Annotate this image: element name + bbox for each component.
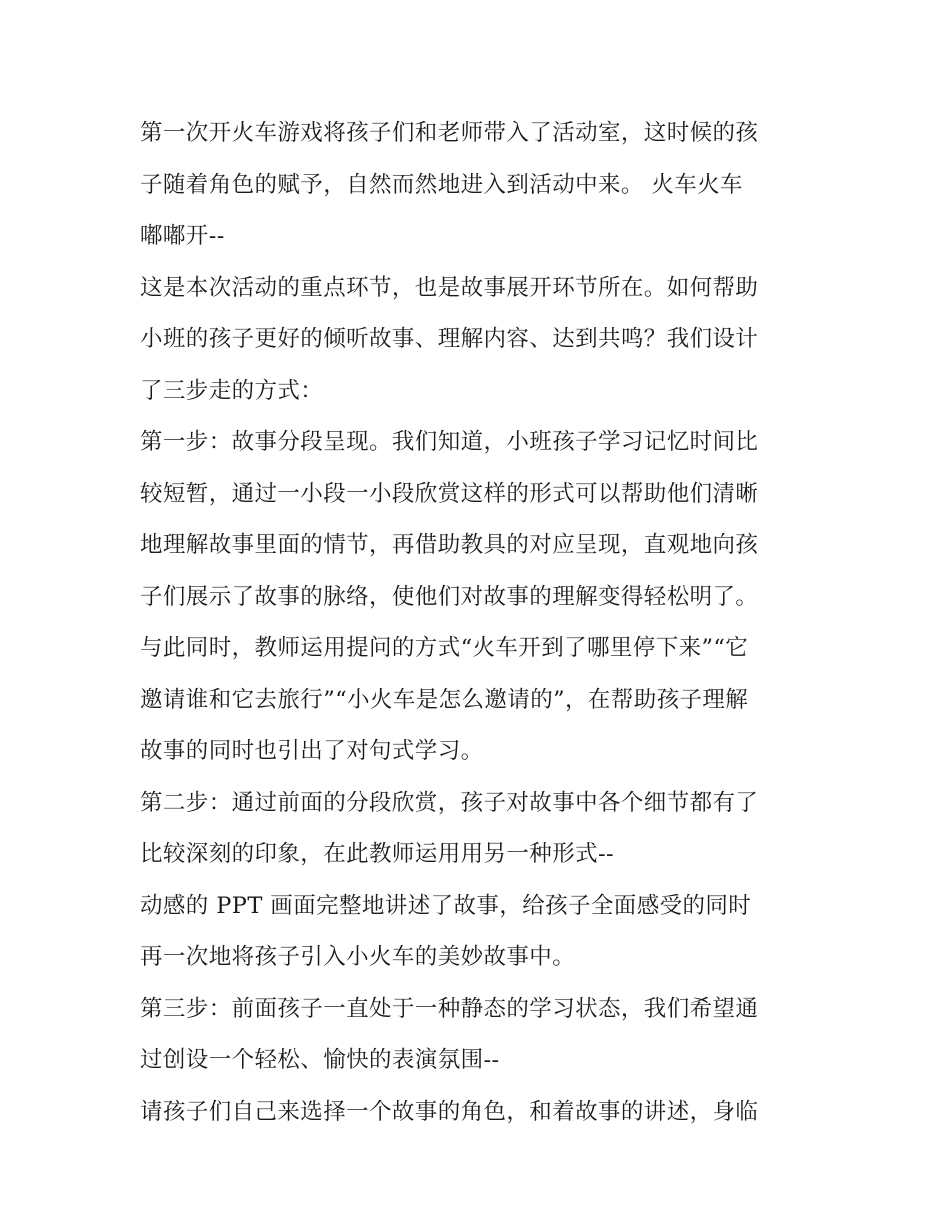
text-line: 故事的同时也引出了对句式学习。 xyxy=(140,738,484,764)
text-line: 第三步：前面孩子一直处于一种静态的学习状态，我们希望通 xyxy=(140,995,759,1022)
text-line: 第一步：故事分段呈现。我们知道，小班孩子学习记忆时间比 xyxy=(140,429,759,455)
document-body xyxy=(140,108,820,1138)
text-line: 请孩子们自己来选择一个故事的角色，和着故事的讲述，身临 xyxy=(140,1098,759,1125)
text-line: 第二步：通过前面的分段欣赏，孩子对故事中各个细节都有了 xyxy=(140,789,759,816)
text-line: 子随着角色的赋予，自然而然地进入到活动中来。 火车火车 xyxy=(140,171,743,198)
text-line: 再一次地将孩子引入小火车的美妙故事中。 xyxy=(140,944,576,970)
text-line: 子们展示了故事的脉络，使他们对故事的理解变得轻松明了。 xyxy=(140,583,759,610)
text-line: 嘟嘟开-- xyxy=(140,223,225,249)
text-line: 较短暂，通过一小段一小段欣赏这样的形式可以帮助他们清晰 xyxy=(140,480,759,507)
text-line: 这是本次活动的重点环节，也是故事展开环节所在。如何帮助 xyxy=(140,274,759,301)
text-line: 第一次开火车游戏将孩子们和老师带入了活动室，这时候的孩 xyxy=(140,120,759,146)
text-line: 比较深刻的印象，在此教师运用用另一种形式-- xyxy=(140,841,615,867)
text-line: 小班的孩子更好的倾听故事、理解内容、达到共鸣？我们设计 xyxy=(140,326,759,352)
text-line: 邀请谁和它去旅行”“小火车是怎么邀请的”，在帮助孩子理解 xyxy=(140,686,749,713)
text-line: 地理解故事里面的情节，再借助教具的对应呈现，直观地向孩 xyxy=(140,532,759,558)
text-line: 与此同时，教师运用提问的方式“火车开到了哪里停下来”“它 xyxy=(140,635,749,661)
text-line: 了三步走的方式： xyxy=(140,377,324,404)
text-line: 动感的 PPT 画面完整地讲述了故事，给孩子全面感受的同时 xyxy=(140,892,752,919)
text-line: 过创设一个轻松、愉快的表演氛围-- xyxy=(140,1047,500,1073)
